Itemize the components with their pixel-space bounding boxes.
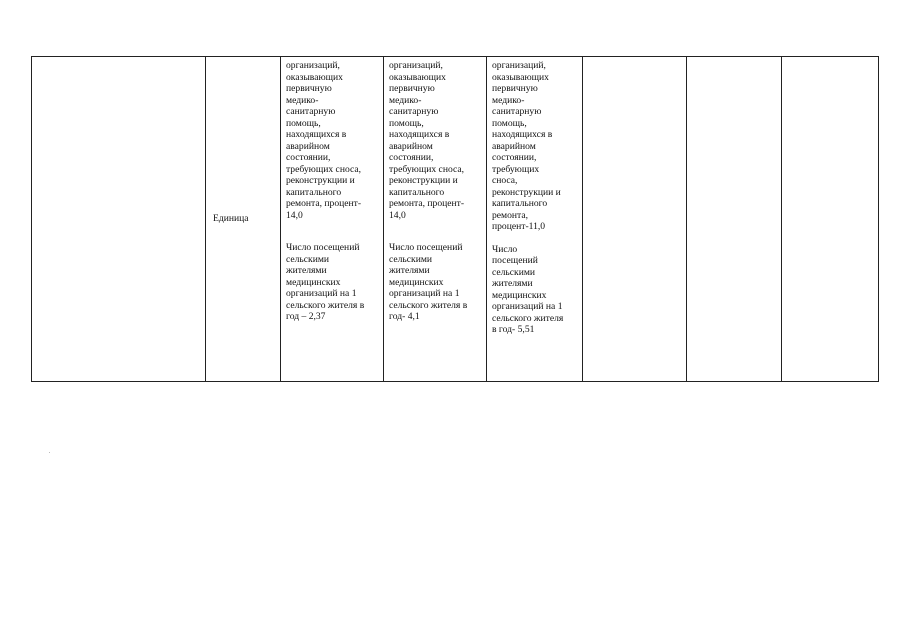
unit-label: Единица: [213, 213, 249, 225]
table-row: [32, 57, 879, 382]
indicator-2-text-1: организаций, оказывающих первичную медико- санитарную помощь, находящихся в аварийном состоянии, требующих сноса, реконструкции и капитального ремонта, процент- 14,0: [389, 60, 465, 221]
indicator-3-text-2: Число посещений сельскими жителями медицинских организаций на 1 сельского жителя в год- 5,51: [492, 243, 564, 335]
data-table: [31, 56, 879, 382]
indicator-1-text-2: Число посещений сельскими жителями медицинских организаций на 1 сельского жителя в год – 2,37: [286, 242, 365, 322]
indicator-cell-1: [281, 57, 384, 382]
empty-cell-2: [583, 57, 687, 382]
indicator-cell-2: [384, 57, 487, 382]
empty-cell-1: [32, 57, 206, 382]
unit-cell: [206, 57, 281, 382]
indicator-3-text-1: организаций, оказывающих первичную медико- санитарную помощь, находящихся в аварийном состоянии, требующих сноса, реконструкции и капитального ремонта, процент-11,0: [492, 60, 561, 232]
indicator-2-text-2: Число посещений сельскими жителями медицинских организаций на 1 сельского жителя в год- 4,1: [389, 242, 468, 322]
indicator-1-text-1: организаций, оказывающих первичную медико- санитарную помощь, находящихся в аварийном состоянии, требующих сноса, реконструкции и капитального ремонта, процент- 14,0: [286, 60, 362, 221]
scan-speck: [49, 452, 50, 453]
empty-cell-4: [782, 57, 879, 382]
empty-cell-3: [687, 57, 782, 382]
indicator-cell-3: [487, 57, 583, 382]
